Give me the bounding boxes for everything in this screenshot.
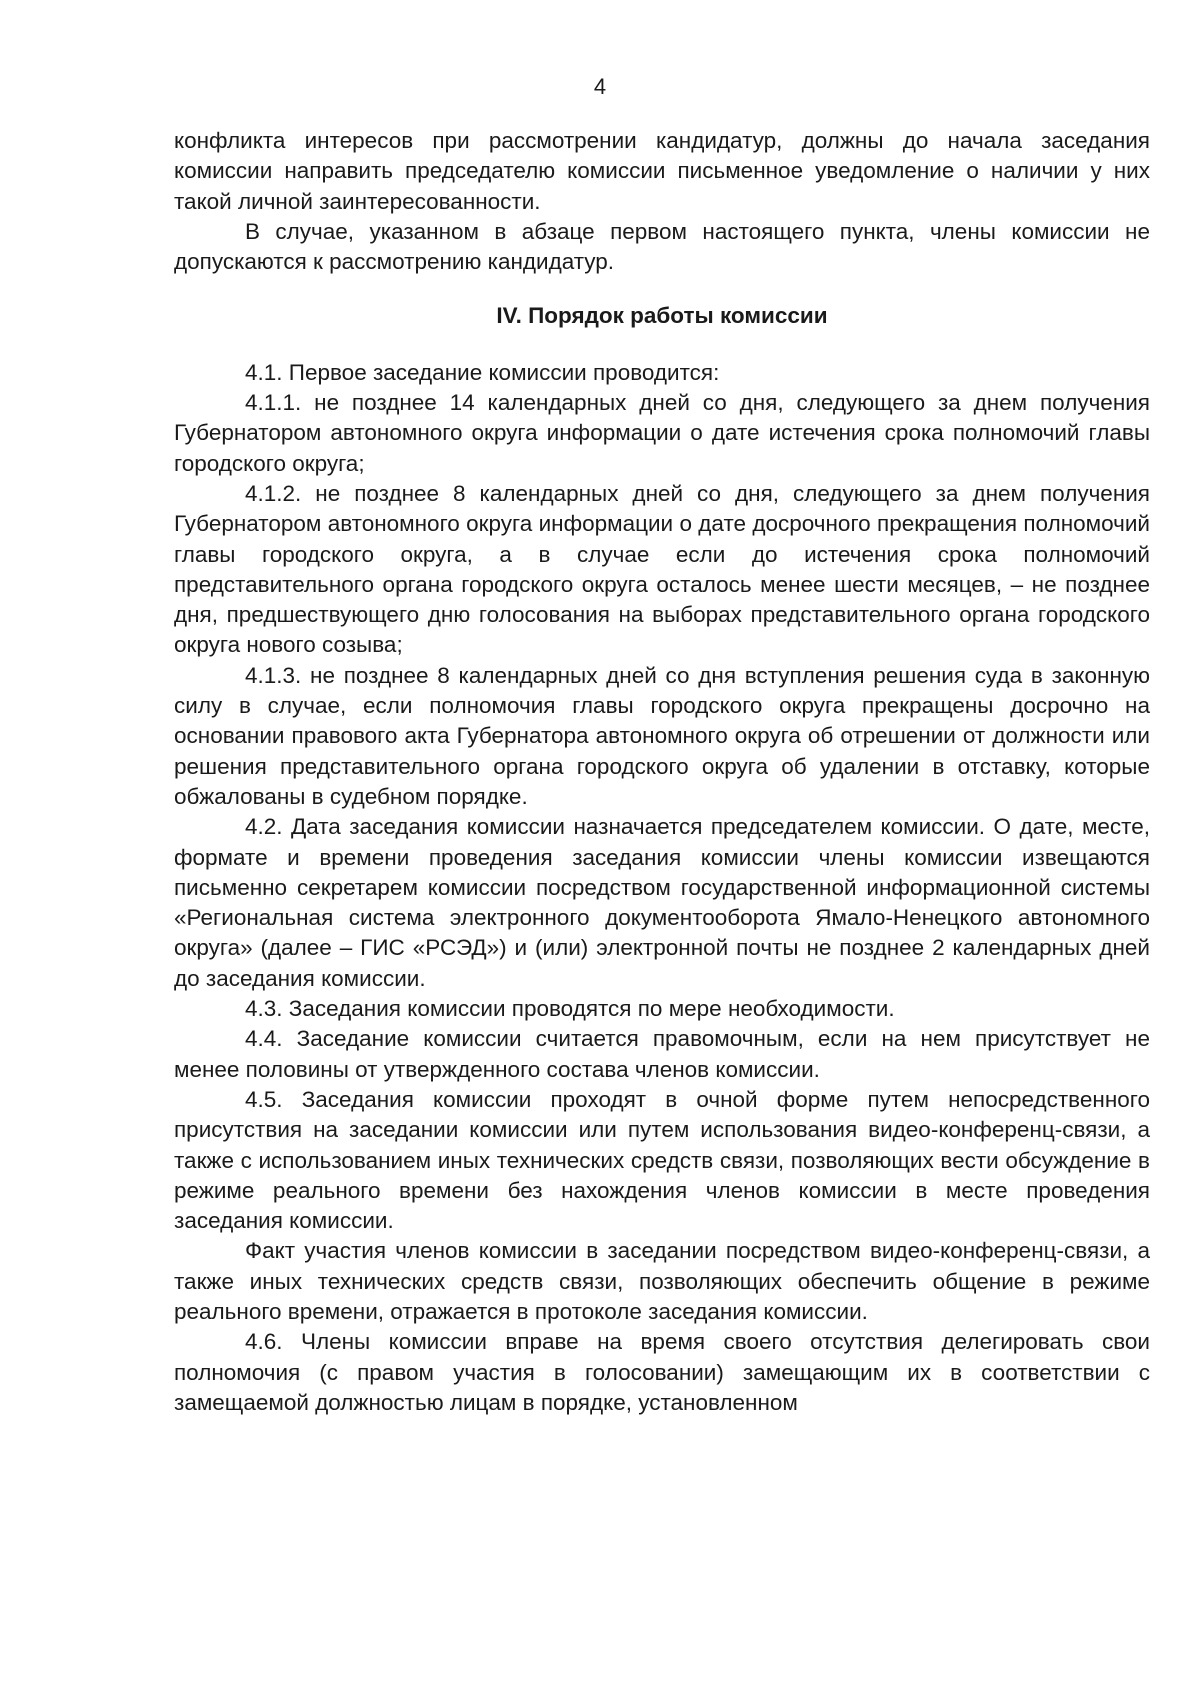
clause-4-6: 4.6. Члены комиссии вправе на время своего отсутствия делегировать свои полномочия (с правом участия в голосовании) замещающим их в соответствии с замещаемой должностью лицам в порядке, установленном	[174, 1329, 1150, 1415]
clause-4-5: 4.5. Заседания комиссии проходят в очной форме путем непосредственного присутствия на заседании комиссии или путем использования видео-конференц-связи, а также с использованием иных технических средств связи, позволяющих вести обсуждение в режиме реального времени без нахождения членов комиссии в месте проведения заседания комиссии.	[174, 1086, 1150, 1234]
document-body	[174, 126, 1150, 1418]
clause-4-4: 4.4. Заседание комиссии считается правомочным, если на нем присутствует не менее половины от утвержденного состава членов комиссии.	[174, 1026, 1150, 1082]
page-number: 4	[593, 74, 607, 99]
clause-4-3: 4.3. Заседания комиссии проводятся по мере необходимости.	[245, 996, 895, 1022]
clause-4-1-3: 4.1.3. не позднее 8 календарных дней со дня вступления решения суда в законную силу в случае, если полномочия главы городского округа прекращены досрочно на основании правового акта Губернатора автономного округа об отрешении от должности или решения представительного органа городского округа об удалении в отставку, которые обжалованы в судебном порядке.	[174, 662, 1150, 809]
section-heading: IV. Порядок работы комиссии	[496, 303, 828, 329]
paragraph: В случае, указанном в абзаце первом настоящего пункта, члены комиссии не допускаются к рассмотрению кандидатур.	[174, 218, 1150, 275]
paragraph-continuation: конфликта интересов при рассмотрении кандидатур, должны до начала заседания комиссии направить председателю комиссии письменное уведомление о наличии у них такой личной заинтересованности.	[174, 128, 1150, 214]
clause-4-1: 4.1. Первое заседание комиссии проводится:	[245, 359, 720, 385]
clause-4-5-note: Факт участия членов комиссии в заседании посредством видео-конференц-связи, а также иных технических средств связи, позволяющих обеспечить общение в режиме реального времени, отражается в протоколе заседания комиссии.	[174, 1238, 1150, 1324]
clause-4-1-2: 4.1.2. не позднее 8 календарных дней со дня, следующего за днем получения Губернатором автономного округа информации о дате досрочного прекращения полномочий главы городского округа, а в случае если до истечения срока полномочий представительного органа городского округа осталось менее шести месяцев, – не позднее дня, предшествующего дню голосования на выборах представительного органа городского округа нового созыва;	[174, 480, 1150, 658]
clause-4-1-1: 4.1.1. не позднее 14 календарных дней со дня, следующего за днем получения Губернатором автономного округа информации о дате истечения срока полномочий главы городского округа;	[174, 390, 1150, 476]
clause-4-2: 4.2. Дата заседания комиссии назначается председателем комиссии. О дате, месте, формате и времени проведения заседания комиссии члены комиссии извещаются письменно секретарем комиссии посредством государственной информационной системы «Региональная система электронного документооборота Ямало-Ненецкого автономного округа» (далее – ГИС «РСЭД») и (или) электронной почты не позднее 2 календарных дней до заседания комиссии.	[174, 814, 1150, 991]
